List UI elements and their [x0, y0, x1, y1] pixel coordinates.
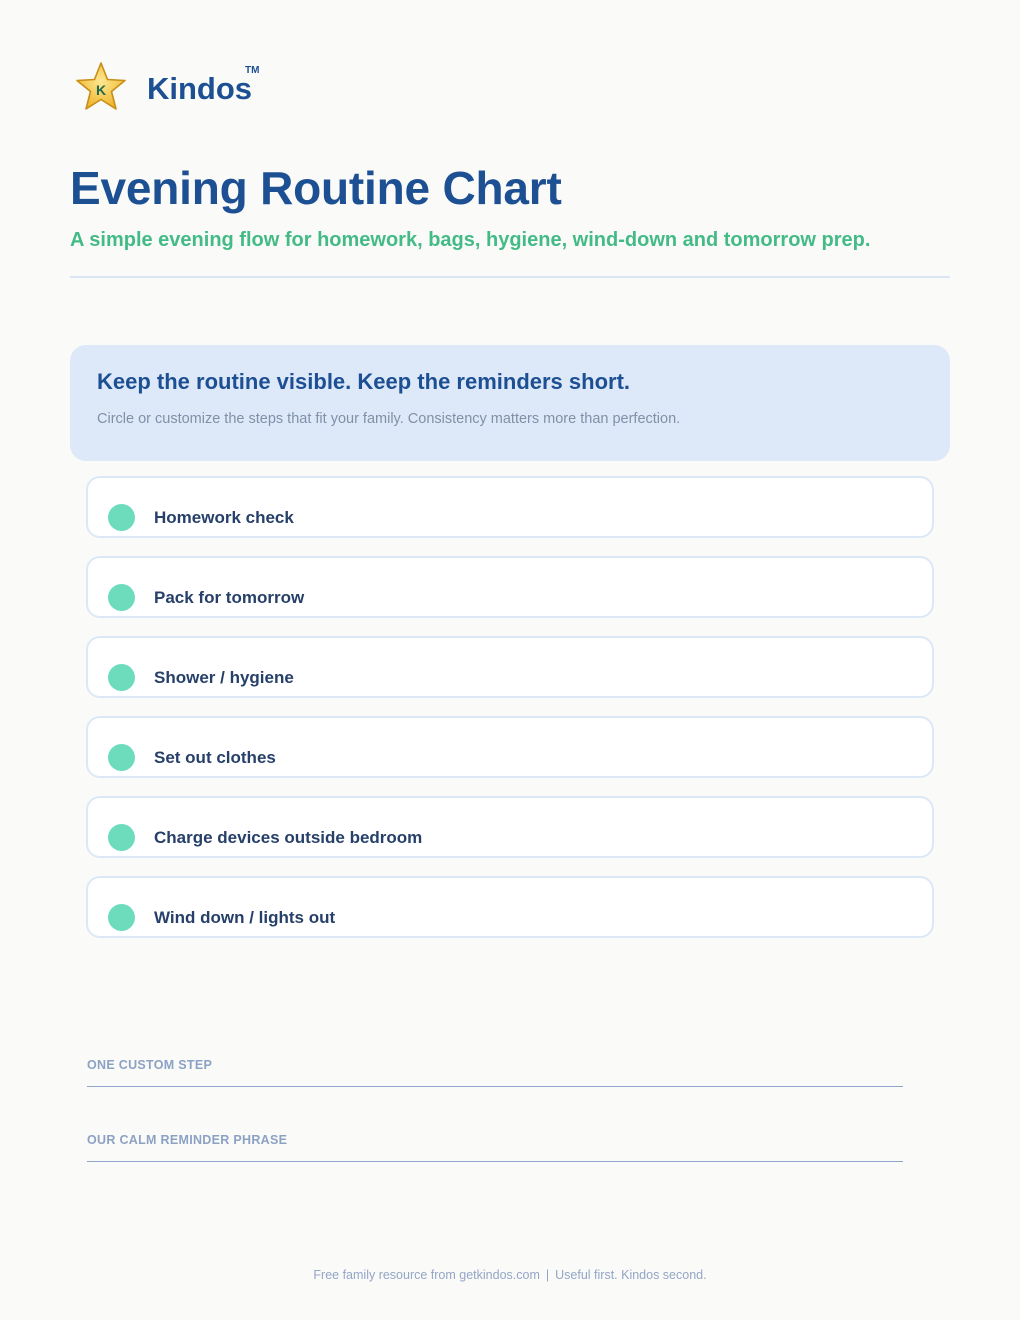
step-label: Charge devices outside bedroom: [154, 828, 423, 847]
step-label: Shower / hygiene: [154, 668, 294, 687]
brand-header: [75, 60, 260, 114]
callout-text: Circle or customize the steps that fit your family. Consistency matters more than perfection.: [97, 411, 681, 427]
routine-step[interactable]: [86, 556, 934, 618]
reminder-phrase-label: OUR CALM REMINDER PHRASE: [87, 1133, 288, 1147]
step-label: Pack for tomorrow: [154, 588, 305, 607]
page-title: Evening Routine Chart: [70, 162, 562, 214]
routine-step[interactable]: [86, 796, 934, 858]
step-label: Wind down / lights out: [154, 908, 336, 927]
brand-name: Kindos: [147, 71, 253, 106]
footer-source: Free family resource from getkindos.com: [313, 1268, 540, 1282]
routine-step[interactable]: [86, 636, 934, 698]
routine-steps-list: [86, 476, 934, 956]
header-divider: [70, 276, 950, 278]
logo-letter: K: [95, 82, 107, 98]
routine-step[interactable]: [86, 876, 934, 938]
callout-heading: Keep the routine visible. Keep the reminders short.: [97, 369, 631, 394]
trademark-mark: TM: [245, 65, 260, 76]
tip-callout: [70, 345, 950, 461]
custom-step-write-line[interactable]: [87, 1086, 903, 1087]
custom-step-field[interactable]: [87, 1058, 903, 1072]
step-circle-icon[interactable]: [108, 584, 135, 611]
step-label: Homework check: [154, 508, 294, 527]
step-circle-icon[interactable]: [108, 744, 135, 771]
reminder-phrase-write-line[interactable]: [87, 1161, 903, 1162]
reminder-phrase-field[interactable]: [87, 1133, 903, 1147]
routine-step[interactable]: [86, 716, 934, 778]
step-circle-icon[interactable]: [108, 824, 135, 851]
custom-step-label: ONE CUSTOM STEP: [87, 1058, 213, 1072]
step-circle-icon[interactable]: [108, 904, 135, 931]
step-circle-icon[interactable]: [108, 504, 135, 531]
page-footer: [0, 1268, 1020, 1282]
footer-separator: |: [545, 1268, 550, 1282]
routine-step[interactable]: [86, 476, 934, 538]
footer-tagline: Useful first. Kindos second.: [555, 1268, 707, 1282]
star-logo-icon: [75, 61, 127, 113]
step-label: Set out clothes: [154, 748, 276, 767]
page-subtitle: A simple evening flow for homework, bags, hygiene, wind-down and tomorrow prep.: [70, 229, 871, 251]
step-circle-icon[interactable]: [108, 664, 135, 691]
